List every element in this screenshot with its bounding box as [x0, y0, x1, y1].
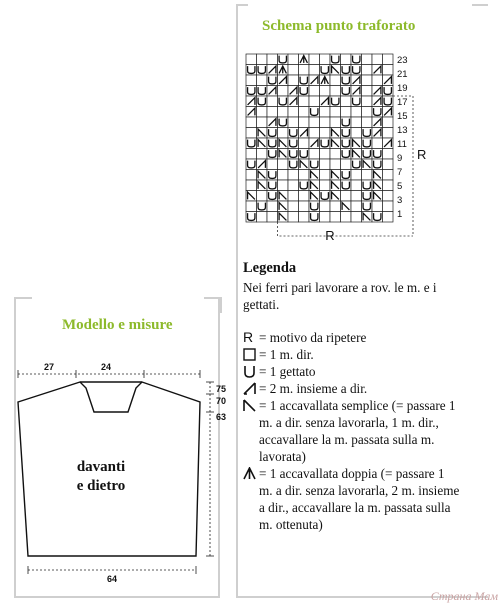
u-icon: [243, 363, 259, 380]
legend-item-text: = 1 accavallata doppia (= passare 1 m. a dir. senza lavorarla, 2 m. insieme a dir., accavallare la m. passata sulla m. ottenuta): [259, 466, 460, 532]
chart-cell: [362, 107, 373, 118]
chart-cell: [372, 75, 383, 86]
chart-cell: [257, 54, 268, 65]
chart-cell: [246, 54, 257, 65]
chart-cell: [246, 170, 257, 181]
chart-cell: [320, 107, 331, 118]
legend-item-knit: [243, 346, 461, 363]
chart-cell: [330, 75, 341, 86]
chart-cell: [341, 159, 352, 170]
chart-cell: [299, 170, 310, 181]
legend-item-ssk: [243, 397, 461, 465]
chart-cell: [351, 201, 362, 212]
legend-item-repeat: [243, 329, 461, 346]
legend-item-yarn-over: [243, 363, 461, 380]
chart-cell: [362, 65, 373, 76]
row-number: 5: [397, 180, 403, 192]
row-number: 15: [397, 110, 408, 122]
chart-cell: [267, 54, 278, 65]
repeat-bracket-bottom: [278, 222, 414, 236]
chart-cell: [309, 65, 320, 76]
chart-cell: [278, 128, 289, 139]
chart-cell: [320, 54, 331, 65]
legend-item-text: = motivo da ripetere: [259, 330, 367, 345]
chart-cell: [351, 170, 362, 181]
square-icon: [243, 346, 259, 363]
left-slant-icon: [243, 397, 259, 414]
row-number: 21: [397, 68, 408, 80]
chart-cell: [257, 107, 268, 118]
chart-cell: [383, 54, 394, 65]
chart-cell: [299, 96, 310, 107]
chart-cell: [351, 180, 362, 191]
row-number: 9: [397, 152, 403, 164]
chart-cell: [383, 212, 394, 223]
chart-cell: [320, 201, 331, 212]
row-number: 17: [397, 96, 408, 108]
chart-cell: [288, 65, 299, 76]
repeat-letter: R: [243, 329, 254, 345]
chart-cell: [383, 117, 394, 128]
dim-top-left: 27: [44, 362, 55, 372]
row-number: 1: [397, 208, 403, 220]
chart-cell: [351, 117, 362, 128]
chart-cell: [288, 107, 299, 118]
row-number: 11: [397, 138, 407, 150]
chart-cell: [257, 212, 268, 223]
chart-cell: [246, 117, 257, 128]
chart-cell: [362, 75, 373, 86]
chart-cell: [351, 128, 362, 139]
chart-cell: [372, 138, 383, 149]
watermark: Страна Мам: [430, 589, 498, 603]
chart-cell: [309, 96, 320, 107]
legend-item-double-decrease: [243, 465, 461, 533]
model-panel-frame-top-left: [14, 297, 32, 313]
legend-item-text: = 1 accavallata semplice (= passare 1 m. a dir. senza lavorarla, 1 m. dir., accavallare la m. passata sulla m. lavorata): [259, 398, 456, 464]
chart-cell: [320, 180, 331, 191]
chart-cell: [246, 75, 257, 86]
right-slant-icon: [243, 380, 259, 397]
chart-cell: [383, 65, 394, 76]
legend: [243, 279, 461, 533]
chart-cell: [278, 86, 289, 97]
chart-cell: [278, 159, 289, 170]
chart-cell: [278, 170, 289, 181]
chart-panel-frame-top: [236, 4, 248, 6]
stitch-chart: [240, 50, 470, 250]
dim-right-70: 70: [216, 396, 227, 406]
chart-cell: [320, 128, 331, 139]
chart-cell: [383, 201, 394, 212]
row-number: 23: [397, 54, 408, 66]
chart-cell: [278, 107, 289, 118]
chart-cell: [341, 96, 352, 107]
dim-bottom: 64: [107, 574, 118, 584]
chart-cell: [341, 191, 352, 202]
chart-cell: [320, 159, 331, 170]
dim-right-75: 75: [216, 384, 227, 394]
chart-cell: [351, 191, 362, 202]
garment-label-line2: e dietro: [76, 478, 126, 494]
legend-heading: Legenda: [243, 260, 297, 276]
chart-cell: [362, 86, 373, 97]
chart-cell: [383, 159, 394, 170]
legend-item-text: = 1 gettato: [259, 364, 316, 379]
chart-cell: [288, 170, 299, 181]
chart-cell: [362, 117, 373, 128]
chart-cell: [383, 180, 394, 191]
row-number: 19: [397, 82, 408, 94]
chart-cell: [246, 149, 257, 160]
legend-item-k2tog: [243, 380, 461, 397]
chart-cell: [267, 159, 278, 170]
chart-cell: [299, 191, 310, 202]
chart-cell: [383, 128, 394, 139]
chart-cell: [372, 54, 383, 65]
repeat-label-right: R: [417, 147, 427, 162]
chart-cell: [288, 201, 299, 212]
chart-cell: [341, 54, 352, 65]
chart-cell: [267, 96, 278, 107]
model-title: Modello e misure: [62, 317, 173, 333]
chart-cell: [330, 149, 341, 160]
dim-top-center: 24: [101, 362, 112, 372]
chart-cell: [288, 180, 299, 191]
chart-cell: [299, 138, 310, 149]
chart-cell: [299, 201, 310, 212]
row-number: 7: [397, 166, 403, 178]
chart-cell: [288, 54, 299, 65]
chart-cell: [362, 170, 373, 181]
chart-cell: [267, 107, 278, 118]
chart-cell: [383, 170, 394, 181]
chart-cell: [362, 54, 373, 65]
chart-cell: [341, 212, 352, 223]
dim-right-63: 63: [216, 412, 227, 422]
chart-cell: [309, 128, 320, 139]
chart-cell: [246, 201, 257, 212]
chart-cell: [320, 117, 331, 128]
chart-cell: [320, 212, 331, 223]
chart-cell: [330, 86, 341, 97]
garment-label: [56, 458, 146, 496]
chart-cell: [257, 149, 268, 160]
chart-cell: [330, 201, 341, 212]
chart-cell: [299, 117, 310, 128]
legend-item-text: = 1 m. dir.: [259, 347, 314, 362]
chart-cell: [341, 107, 352, 118]
chart-cell: [320, 86, 331, 97]
chart-cell: [299, 107, 310, 118]
chart-cell: [299, 212, 310, 223]
row-number: 3: [397, 194, 403, 206]
chart-cell: [267, 212, 278, 223]
chart-cell: [330, 107, 341, 118]
chart-cell: [309, 54, 320, 65]
chart-cell: [278, 180, 289, 191]
chart-cell: [330, 212, 341, 223]
chart-cell: [362, 96, 373, 107]
chart-cell: [330, 117, 341, 128]
chart-cell: [351, 107, 362, 118]
chart-cell: [257, 191, 268, 202]
chart-cell: [372, 201, 383, 212]
chart-cell: [299, 65, 310, 76]
chart-cell: [246, 128, 257, 139]
chart-cell: [288, 191, 299, 202]
row-number: 13: [397, 124, 408, 136]
legend-intro: Nei ferri pari lavorare a rov. le m. e i gettati.: [243, 280, 437, 312]
chart-cell: [309, 149, 320, 160]
chart-cell: [267, 201, 278, 212]
chart-cell: [257, 117, 268, 128]
chart-panel-frame-top-right: [472, 4, 488, 6]
chart-cell: [246, 180, 257, 191]
chart-cell: [288, 212, 299, 223]
chart-cell: [309, 86, 320, 97]
garment-label-line1: davanti: [76, 459, 126, 475]
chart-cell: [383, 191, 394, 202]
double-decrease-icon: [243, 465, 259, 482]
model-panel-frame-bottom: [14, 596, 220, 598]
chart-title: Schema punto traforato: [262, 18, 416, 34]
chart-cell: [320, 149, 331, 160]
chart-cell: [320, 170, 331, 181]
chart-cell: [309, 117, 320, 128]
chart-cell: [351, 212, 362, 223]
chart-cell: [288, 117, 299, 128]
repeat-label-bottom: R: [325, 228, 335, 243]
chart-cell: [257, 75, 268, 86]
chart-cell: [383, 149, 394, 160]
chart-cell: [288, 75, 299, 86]
chart-cell: [330, 159, 341, 170]
legend-item-text: = 2 m. insieme a dir.: [259, 381, 368, 396]
